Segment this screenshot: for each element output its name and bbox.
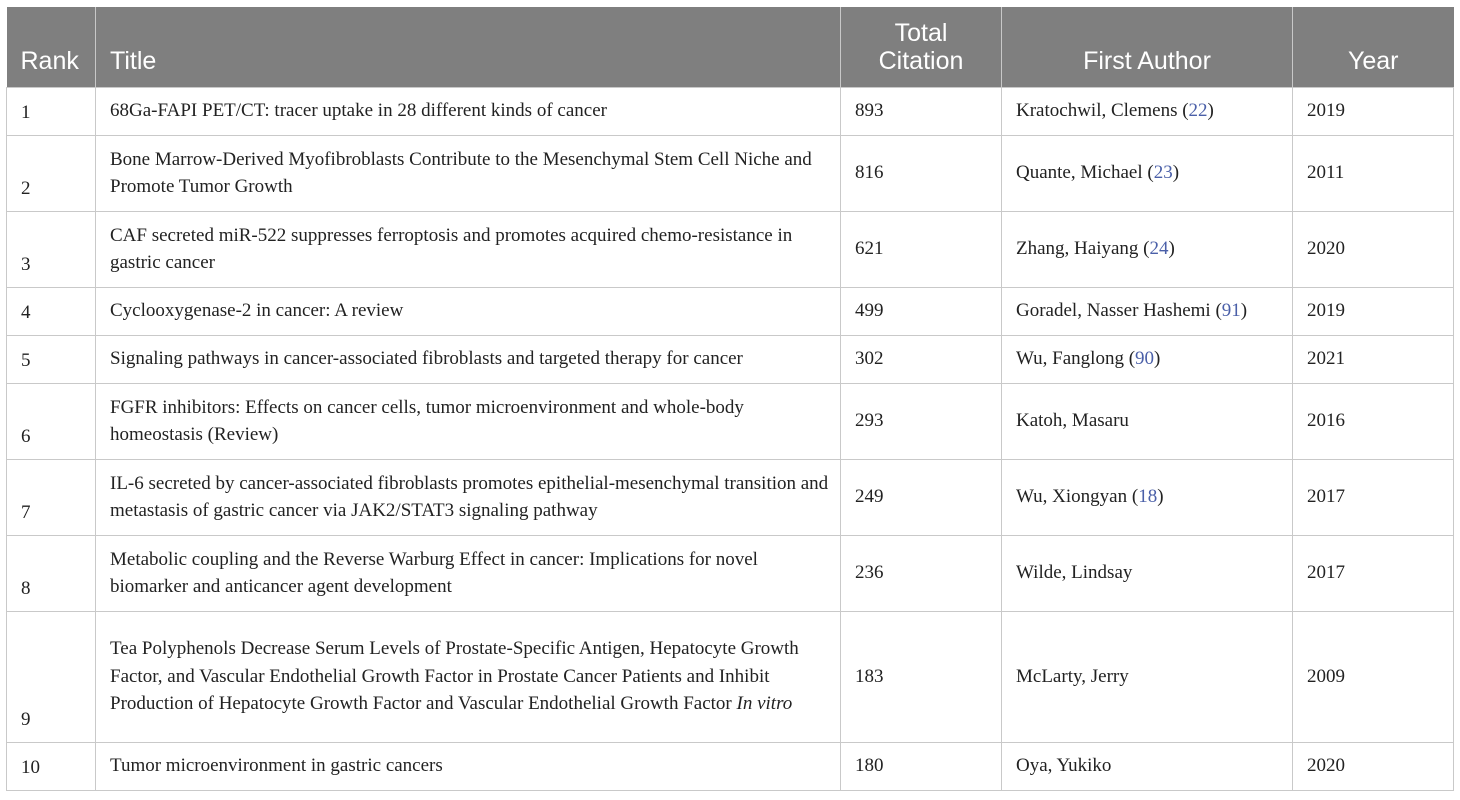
paper-title: IL-6 secreted by cancer-associated fibroblasts promotes epithelial-mesenchymal transition and metastasis of gastric cancer via JAK2/STAT3 signaling pathway: [110, 472, 829, 521]
cell-rank: 2: [7, 135, 96, 211]
header-citation-line1: Total: [894, 18, 948, 47]
cell-first-author: [1002, 742, 1293, 790]
cell-title: [96, 459, 841, 535]
cell-title: [96, 535, 841, 611]
cell-total-citation: 499: [841, 287, 1002, 335]
cell-total-citation: 893: [841, 87, 1002, 135]
table-row: [7, 742, 1454, 790]
reference-link[interactable]: 22: [1188, 100, 1208, 122]
table-row: [7, 335, 1454, 383]
top-cited-papers-table: [6, 7, 1454, 791]
cell-title: [96, 383, 841, 459]
table-row: [7, 211, 1454, 287]
cell-rank: 9: [7, 611, 96, 742]
author-name: Zhang, Haiyang: [1016, 238, 1139, 260]
cell-first-author: Kratochwil, Clemens (22): [1002, 87, 1293, 135]
cell-title: [96, 742, 841, 790]
table-row: [7, 611, 1454, 742]
paper-title: Bone Marrow-Derived Myofibroblasts Contribute to the Mesenchymal Stem Cell Niche and Promote Tumor Growth: [110, 148, 812, 197]
table-row: [7, 135, 1454, 211]
header-title: Title: [96, 7, 841, 87]
author-name: Wilde, Lindsay: [1016, 562, 1133, 584]
cell-rank: 8: [7, 535, 96, 611]
header-year: Year: [1293, 7, 1454, 87]
cell-first-author: Zhang, Haiyang (24): [1002, 211, 1293, 287]
header-citation-line2: Citation: [878, 46, 964, 75]
reference-link[interactable]: 24: [1149, 238, 1169, 260]
author-name: Goradel, Nasser Hashemi: [1016, 300, 1211, 322]
paper-title: Metabolic coupling and the Reverse Warburg Effect in cancer: Implications for novel biomarker and anticancer agent development: [110, 548, 758, 597]
cell-year: 2020: [1293, 211, 1454, 287]
header-rank: Rank: [7, 7, 96, 87]
cell-total-citation: 183: [841, 611, 1002, 742]
reference-link[interactable]: 91: [1221, 300, 1241, 322]
cell-first-author: Wu, Xiongyan (18): [1002, 459, 1293, 535]
table-header: [7, 7, 1454, 87]
author-name: Kratochwil, Clemens: [1016, 100, 1178, 122]
author-name: McLarty, Jerry: [1016, 665, 1129, 687]
cell-first-author: Wu, Fanglong (90): [1002, 335, 1293, 383]
cell-year: 2016: [1293, 383, 1454, 459]
cell-title: [96, 287, 841, 335]
cell-year: 2011: [1293, 135, 1454, 211]
table-body: [7, 87, 1454, 790]
cell-total-citation: 293: [841, 383, 1002, 459]
cell-first-author: [1002, 535, 1293, 611]
table-row: [7, 535, 1454, 611]
header-row: [7, 7, 1454, 87]
author-name: Katoh, Masaru: [1016, 410, 1129, 432]
cell-year: 2020: [1293, 742, 1454, 790]
paper-title: 68Ga-FAPI PET/CT: tracer uptake in 28 different kinds of cancer: [110, 100, 607, 122]
cell-year: 2009: [1293, 611, 1454, 742]
table-row: [7, 287, 1454, 335]
cell-first-author: Goradel, Nasser Hashemi (91): [1002, 287, 1293, 335]
cell-rank: 6: [7, 383, 96, 459]
cell-first-author: [1002, 611, 1293, 742]
reference-link[interactable]: 90: [1135, 348, 1155, 370]
cell-total-citation: 249: [841, 459, 1002, 535]
cell-rank: 3: [7, 211, 96, 287]
table-row: [7, 383, 1454, 459]
cell-title: [96, 335, 841, 383]
cell-total-citation: 621: [841, 211, 1002, 287]
header-first-author: First Author: [1002, 7, 1293, 87]
cell-total-citation: 816: [841, 135, 1002, 211]
cell-title: [96, 87, 841, 135]
cell-title: [96, 135, 841, 211]
author-name: Wu, Fanglong: [1016, 348, 1124, 370]
author-name: Wu, Xiongyan: [1016, 486, 1128, 508]
reference-link[interactable]: 23: [1153, 162, 1173, 184]
table-row: [7, 87, 1454, 135]
cell-year: 2017: [1293, 535, 1454, 611]
table-row: [7, 459, 1454, 535]
header-total-citation: [841, 7, 1002, 87]
paper-title-italic: In vitro: [736, 693, 793, 715]
cell-first-author: Quante, Michael (23): [1002, 135, 1293, 211]
cell-rank: 4: [7, 287, 96, 335]
cell-title: [96, 611, 841, 742]
paper-title: CAF secreted miR-522 suppresses ferroptosis and promotes acquired chemo-resistance in gastric cancer: [110, 224, 793, 273]
author-name: Oya, Yukiko: [1016, 755, 1112, 777]
paper-title: Signaling pathways in cancer-associated fibroblasts and targeted therapy for cancer: [110, 348, 743, 370]
cell-rank: 1: [7, 87, 96, 135]
cell-year: 2019: [1293, 287, 1454, 335]
paper-title: Cyclooxygenase-2 in cancer: A review: [110, 300, 404, 322]
cell-total-citation: 180: [841, 742, 1002, 790]
cell-rank: 5: [7, 335, 96, 383]
cell-year: 2021: [1293, 335, 1454, 383]
cell-year: 2017: [1293, 459, 1454, 535]
cell-year: 2019: [1293, 87, 1454, 135]
cell-total-citation: 302: [841, 335, 1002, 383]
cell-rank: 10: [7, 742, 96, 790]
cell-first-author: [1002, 383, 1293, 459]
cell-rank: 7: [7, 459, 96, 535]
citation-table-container: [6, 7, 1453, 791]
cell-total-citation: 236: [841, 535, 1002, 611]
author-name: Quante, Michael: [1016, 162, 1143, 184]
reference-link[interactable]: 18: [1138, 486, 1158, 508]
cell-title: [96, 211, 841, 287]
paper-title: Tumor microenvironment in gastric cancers: [110, 755, 443, 777]
paper-title: FGFR inhibitors: Effects on cancer cells, tumor microenvironment and whole-body homeostasis (Review): [110, 396, 744, 445]
paper-title: Tea Polyphenols Decrease Serum Levels of Prostate-Specific Antigen, Hepatocyte Growth Factor, and Vascular Endothelial Growth Factor in Prostate Cancer Patients and Inhibit Production of Hepatocyte Growth Factor and Vascular Endothelial Growth Factor: [110, 638, 799, 715]
